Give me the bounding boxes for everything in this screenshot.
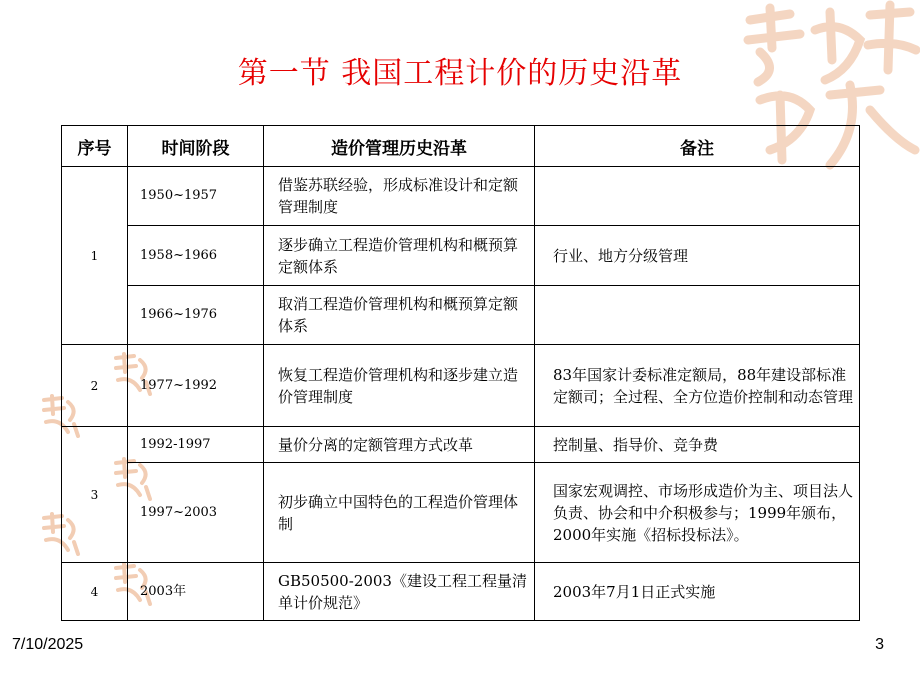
row-history: 恢复工程造价管理机构和逐步建立造价管理制度 — [264, 345, 535, 427]
row-note: 控制量、指导价、竞争费 — [535, 427, 860, 463]
history-table — [61, 125, 860, 621]
row-note — [535, 167, 860, 226]
table-row — [62, 463, 860, 563]
row-note: 2003年7月1日正式实施 — [535, 563, 860, 621]
row-note: 行业、地方分级管理 — [535, 226, 860, 286]
row-index: 4 — [62, 563, 128, 621]
table-row — [62, 345, 860, 427]
header-history: 造价管理历史沿革 — [264, 126, 535, 167]
table-row — [62, 427, 860, 463]
page-number: 3 — [875, 636, 884, 653]
row-history: GB50500-2003《建设工程工程量清单计价规范》 — [264, 563, 535, 621]
table-header-row — [62, 126, 860, 167]
row-history: 初步确立中国特色的工程造价管理体制 — [264, 463, 535, 563]
header-note: 备注 — [535, 126, 860, 167]
row-period: 1992-1997 — [128, 427, 264, 463]
row-period: 1997~2003 — [128, 463, 264, 563]
row-note: 83年国家计委标准定额局，88年建设部标准定额司；全过程、全方位造价控制和动态管理 — [535, 345, 860, 427]
row-period: 2003年 — [128, 563, 264, 621]
row-index: 3 — [62, 427, 128, 563]
table-row — [62, 226, 860, 286]
header-period: 时间阶段 — [128, 126, 264, 167]
table-row — [62, 167, 860, 226]
row-history: 取消工程造价管理机构和概预算定额体系 — [264, 286, 535, 345]
row-history: 借鉴苏联经验，形成标准设计和定额管理制度 — [264, 167, 535, 226]
row-period: 1958~1966 — [128, 226, 264, 286]
footer-date: 7/10/2025 — [12, 636, 84, 653]
table-row — [62, 286, 860, 345]
row-index: 1 — [62, 167, 128, 345]
table-row — [62, 563, 860, 621]
row-history: 量价分离的定额管理方式改革 — [264, 427, 535, 463]
row-period: 1977~1992 — [128, 345, 264, 427]
row-period: 1966~1976 — [128, 286, 264, 345]
row-note: 国家宏观调控、市场形成造价为主、项目法人负责、协会和中介积极参与；1999年颁布，2000年实施《招标投标法》。 — [535, 463, 860, 563]
slide-title: 第一节 我国工程计价的历史沿革 — [237, 56, 683, 91]
row-period: 1950~1957 — [128, 167, 264, 226]
row-index: 2 — [62, 345, 128, 427]
row-history: 逐步确立工程造价管理机构和概预算定额体系 — [264, 226, 535, 286]
row-note — [535, 286, 860, 345]
header-index: 序号 — [62, 126, 128, 167]
